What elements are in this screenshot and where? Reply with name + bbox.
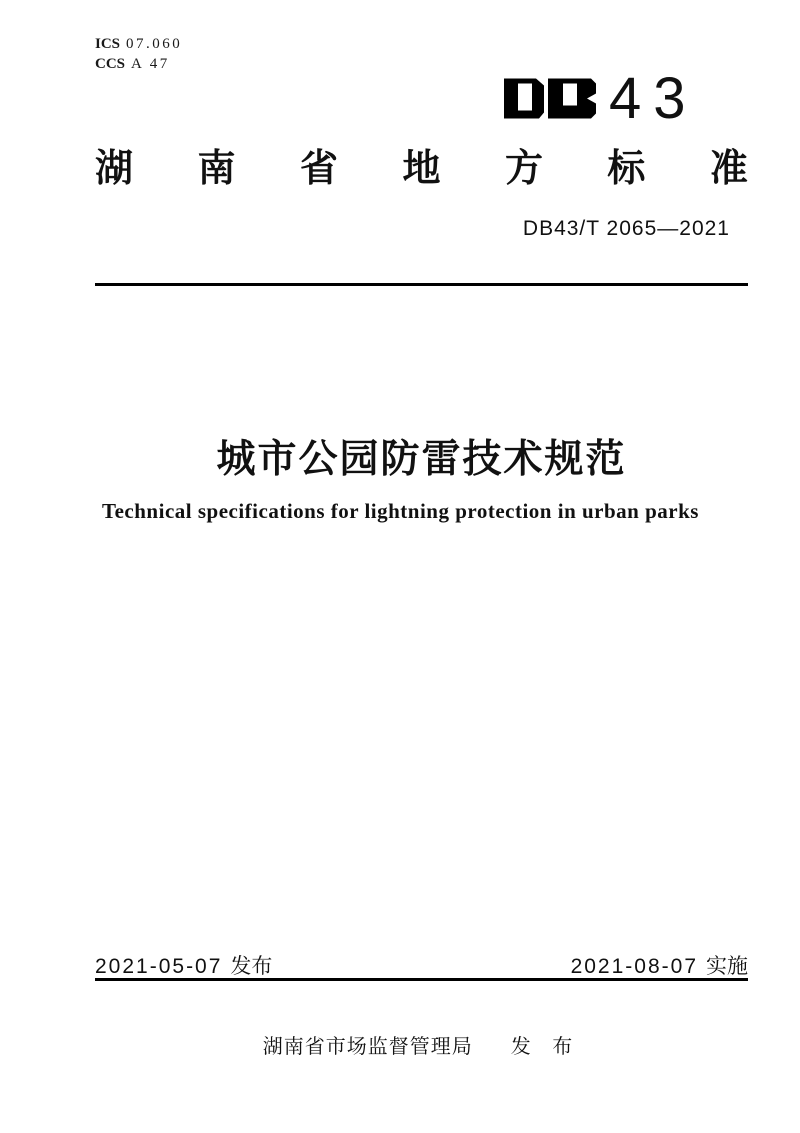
standard-number: DB43/T 2065—2021 [522, 217, 730, 240]
ccs-code-line [95, 54, 182, 74]
region-code: 43 [609, 66, 698, 131]
standard-type-char: 南 [197, 148, 236, 190]
release-date-value: 2021-05-07 [95, 955, 223, 978]
standard-type-char: 地 [402, 148, 441, 190]
standard-type-title [95, 148, 748, 190]
release-date-label: 发布 [230, 955, 273, 978]
document-title-zh: 城市公园防雷技术规范 [216, 438, 627, 481]
standard-type-char: 准 [709, 148, 748, 190]
ccs-label: CCS [95, 56, 126, 72]
standard-type-char: 省 [299, 148, 338, 190]
ccs-value: A 47 [131, 56, 170, 72]
ics-value: 07.060 [126, 36, 183, 52]
publisher-line [95, 1030, 748, 1059]
footer-rule [95, 978, 748, 981]
implementation-date-value: 2021-08-07 [570, 955, 698, 978]
classification-codes [95, 34, 182, 74]
document-title-en: Technical specifications for lightning protection in urban parks [102, 499, 699, 523]
standard-type-char: 方 [504, 148, 543, 190]
ics-code-line [95, 34, 182, 54]
db-standard-logo [503, 66, 698, 131]
publisher-issue-label: 发 布 [510, 1036, 581, 1058]
release-date [95, 950, 272, 980]
header-rule [95, 283, 748, 286]
db-logo-icon [503, 77, 597, 120]
publisher-name: 湖南省市场监督管理局 [262, 1036, 473, 1058]
implementation-date [571, 950, 748, 980]
ics-label: ICS [95, 36, 121, 52]
standard-type-char: 标 [607, 148, 646, 190]
standard-type-char: 湖 [95, 148, 134, 190]
implementation-date-label: 实施 [706, 955, 748, 978]
dates-row [95, 950, 748, 980]
